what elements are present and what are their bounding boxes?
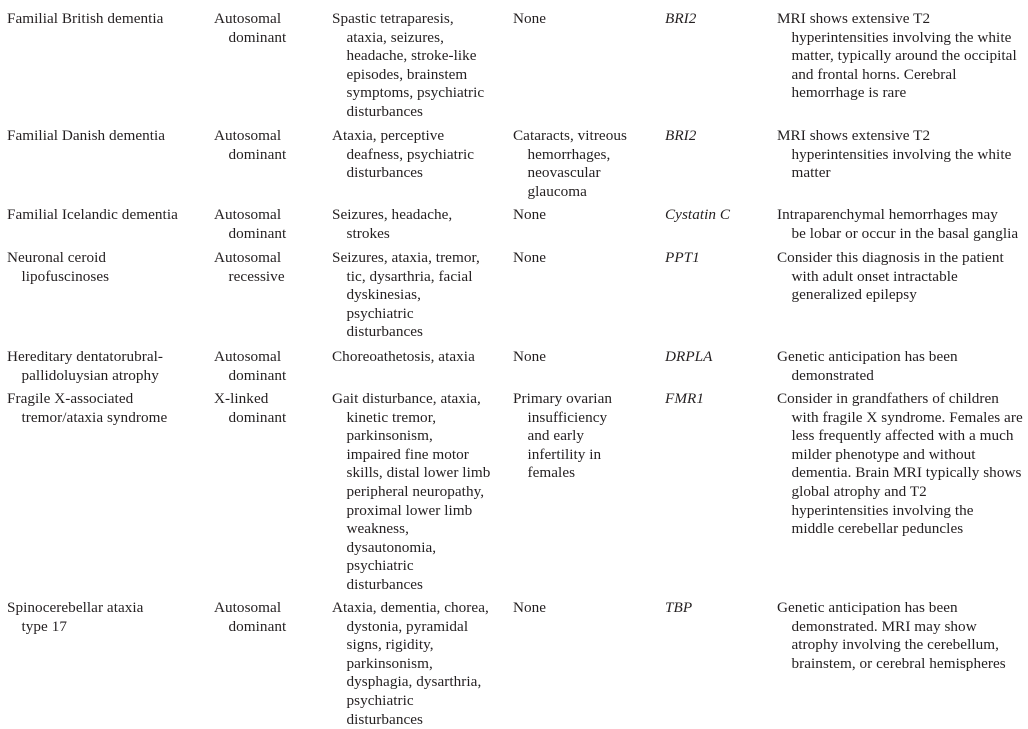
comments-cell — [777, 10, 1017, 103]
inheritance-cell — [214, 206, 286, 243]
cell-text-line: Intraparenchymal hemorrhages may — [777, 206, 998, 223]
cell-text-line: Autosomal — [214, 206, 282, 223]
neurologic-features-cell — [332, 10, 484, 122]
cell-text-line: Autosomal — [214, 10, 282, 27]
cell-text-line: and frontal horns. Cerebral — [791, 65, 957, 83]
cell-text-line: hyperintensities involving the white — [791, 145, 1012, 163]
cell-text-line: dominant — [228, 145, 287, 163]
gene-cell — [665, 599, 692, 618]
inheritance-cell — [214, 390, 286, 427]
cell-text-line: Seizures, headache, — [332, 206, 453, 223]
gene-cell — [665, 390, 704, 409]
cell-text-line: dystonia, pyramidal — [346, 617, 469, 635]
cell-text-line: Autosomal — [214, 249, 282, 266]
cell-text-line: dominant — [228, 366, 287, 384]
cell-text-line: dyskinesias, — [346, 286, 421, 304]
cell-text-line: dominant — [228, 617, 287, 635]
disease-cell — [7, 10, 163, 29]
gene-cell — [665, 127, 696, 146]
cell-text-line: demonstrated. MRI may show — [791, 617, 977, 635]
inheritance-cell — [214, 10, 286, 47]
cell-text-line: FMR1 — [665, 390, 704, 407]
cell-text-line: Gait disturbance, ataxia, — [332, 390, 481, 407]
cell-text-line: kinetic tremor, — [346, 408, 437, 426]
cell-text-line: proximal lower limb — [346, 501, 473, 519]
inheritance-cell — [214, 127, 286, 164]
cell-text-line: matter, typically around the occipital — [791, 47, 1017, 65]
cell-text-line: signs, rigidity, — [346, 636, 434, 654]
cell-text-line: None — [513, 10, 547, 27]
comments-cell — [777, 249, 1004, 305]
cell-text-line: Familial British dementia — [7, 10, 164, 27]
neurologic-features-cell — [332, 390, 490, 595]
cell-text-line: disturbances — [346, 164, 424, 182]
disease-cell — [7, 127, 165, 146]
cell-text-line: Familial Icelandic dementia — [7, 206, 178, 223]
cell-text-line: symptoms, psychiatric — [346, 84, 485, 102]
cell-text-line: Familial Danish dementia — [7, 127, 166, 144]
disease-cell — [7, 348, 163, 385]
cell-text-line: parkinsonism, — [346, 427, 433, 445]
cell-text-line: dominant — [228, 224, 287, 242]
cell-text-line: None — [513, 206, 547, 223]
cell-text-line: infertility in — [527, 445, 602, 463]
cell-text-line: Genetic anticipation has been — [777, 348, 958, 365]
cell-text-line: Ataxia, dementia, chorea, — [332, 599, 489, 616]
cell-text-line: Ataxia, perceptive — [332, 127, 445, 144]
cell-text-line: Primary ovarian — [513, 390, 613, 407]
disease-cell — [7, 206, 178, 225]
comments-cell — [777, 599, 1006, 673]
cell-text-line: weakness, — [346, 520, 409, 538]
cell-text-line: ataxia, seizures, — [346, 28, 444, 46]
other-features-cell — [513, 348, 546, 367]
neurologic-features-cell — [332, 348, 475, 367]
gene-cell — [665, 10, 696, 29]
cell-text-line: None — [513, 348, 547, 365]
cell-text-line: dysphagia, dysarthria, — [346, 673, 482, 691]
cell-text-line: X-linked — [214, 390, 269, 407]
cell-text-line: hemorrhage is rare — [791, 84, 907, 102]
cell-text-line: hemorrhages, — [527, 145, 611, 163]
neurologic-features-cell — [332, 206, 452, 243]
other-features-cell — [513, 249, 546, 268]
cell-text-line: Cystatin C — [665, 206, 731, 223]
cell-text-line: peripheral neuropathy, — [346, 482, 485, 500]
cell-text-line: Consider this diagnosis in the patient — [777, 249, 1004, 266]
other-features-cell — [513, 599, 546, 618]
cell-text-line: PPT1 — [665, 249, 700, 266]
cell-text-line: Autosomal — [214, 599, 282, 616]
neurologic-features-cell — [332, 249, 480, 342]
cell-text-line: disturbances — [346, 575, 424, 593]
cell-text-line: parkinsonism, — [346, 654, 433, 672]
cell-text-line: matter — [791, 164, 831, 182]
cell-text-line: Hereditary dentatorubral- — [7, 348, 164, 365]
cell-text-line: global atrophy and T2 — [791, 482, 927, 500]
cell-text-line: Spastic tetraparesis, — [332, 10, 454, 27]
gene-cell — [665, 206, 730, 225]
cell-text-line: dementia. Brain MRI typically shows — [791, 464, 1022, 482]
cell-text-line: Choreoathetosis, ataxia — [332, 348, 475, 365]
cell-text-line: dysautonomia, — [346, 538, 437, 556]
cell-text-line: insufficiency — [527, 408, 608, 426]
disease-cell — [7, 390, 167, 427]
cell-text-line: skills, distal lower limb — [346, 464, 491, 482]
cell-text-line: recessive — [228, 267, 285, 285]
inheritance-cell — [214, 348, 286, 385]
cell-text-line: less frequently affected with a much — [791, 427, 1014, 445]
cell-text-line: MRI shows extensive T2 — [777, 127, 931, 144]
other-features-cell — [513, 10, 546, 29]
gene-cell — [665, 249, 700, 268]
cell-text-line: None — [513, 599, 547, 616]
cell-text-line: tic, dysarthria, facial — [346, 267, 473, 285]
inheritance-cell — [214, 249, 285, 286]
cell-text-line: demonstrated — [791, 366, 874, 384]
cell-text-line: brainstem, or cerebral hemispheres — [791, 654, 1006, 672]
cell-text-line: neovascular — [527, 164, 601, 182]
cell-text-line: MRI shows extensive T2 — [777, 10, 931, 27]
comments-cell — [777, 390, 1023, 539]
comments-cell — [777, 127, 1011, 183]
cell-text-line: disturbances — [346, 102, 424, 120]
cell-text-line: Neuronal ceroid — [7, 249, 107, 266]
cell-text-line: tremor/ataxia syndrome — [21, 408, 168, 426]
cell-text-line: dominant — [228, 408, 287, 426]
other-features-cell — [513, 390, 612, 483]
cell-text-line: headache, stroke-like — [346, 47, 477, 65]
cell-text-line: BRI2 — [665, 10, 697, 27]
cell-text-line: with fragile X syndrome. Females are — [791, 408, 1023, 426]
cell-text-line: impaired fine motor — [346, 445, 469, 463]
cell-text-line: hyperintensities involving the white — [791, 28, 1012, 46]
neurologic-features-cell — [332, 127, 474, 183]
cell-text-line: episodes, brainstem — [346, 65, 468, 83]
cell-text-line: Autosomal — [214, 348, 282, 365]
cell-text-line: Cataracts, vitreous — [513, 127, 627, 144]
cell-text-line: Autosomal — [214, 127, 282, 144]
cell-text-line: Spinocerebellar ataxia — [7, 599, 144, 616]
disease-cell — [7, 249, 109, 286]
cell-text-line: None — [513, 249, 547, 266]
cell-text-line: pallidoluysian atrophy — [21, 366, 159, 384]
comments-cell — [777, 206, 1018, 243]
disease-cell — [7, 599, 143, 636]
cell-text-line: BRI2 — [665, 127, 697, 144]
cell-text-line: type 17 — [21, 617, 67, 635]
cell-text-line: females — [527, 464, 576, 482]
cell-text-line: Seizures, ataxia, tremor, — [332, 249, 480, 266]
cell-text-line: lipofuscinoses — [21, 267, 110, 285]
neurologic-features-cell — [332, 599, 489, 729]
cell-text-line: be lobar or occur in the basal ganglia — [791, 224, 1019, 242]
cell-text-line: disturbances — [346, 710, 424, 728]
cell-text-line: DRPLA — [665, 348, 713, 365]
inheritance-cell — [214, 599, 286, 636]
cell-text-line: disturbances — [346, 323, 424, 341]
cell-text-line: TBP — [665, 599, 693, 616]
cell-text-line: Genetic anticipation has been — [777, 599, 958, 616]
cell-text-line: strokes — [346, 224, 390, 242]
cell-text-line: glaucoma — [527, 182, 587, 200]
cell-text-line: psychiatric — [346, 557, 414, 575]
other-features-cell — [513, 206, 546, 225]
cell-text-line: milder phenotype and without — [791, 445, 976, 463]
cell-text-line: dominant — [228, 28, 287, 46]
cell-text-line: psychiatric — [346, 304, 414, 322]
cell-text-line: middle cerebellar peduncles — [791, 520, 964, 538]
other-features-cell — [513, 127, 627, 201]
cell-text-line: deafness, psychiatric — [346, 145, 475, 163]
cell-text-line: psychiatric — [346, 691, 414, 709]
cell-text-line: and early — [527, 427, 585, 445]
comments-cell — [777, 348, 958, 385]
cell-text-line: Consider in grandfathers of children — [777, 390, 999, 407]
cell-text-line: with adult onset intractable — [791, 267, 958, 285]
gene-cell — [665, 348, 713, 367]
cell-text-line: generalized epilepsy — [791, 286, 917, 304]
cell-text-line: atrophy involving the cerebellum, — [791, 636, 999, 654]
cell-text-line: Fragile X-associated — [7, 390, 134, 407]
cell-text-line: hyperintensities involving the — [791, 501, 974, 519]
